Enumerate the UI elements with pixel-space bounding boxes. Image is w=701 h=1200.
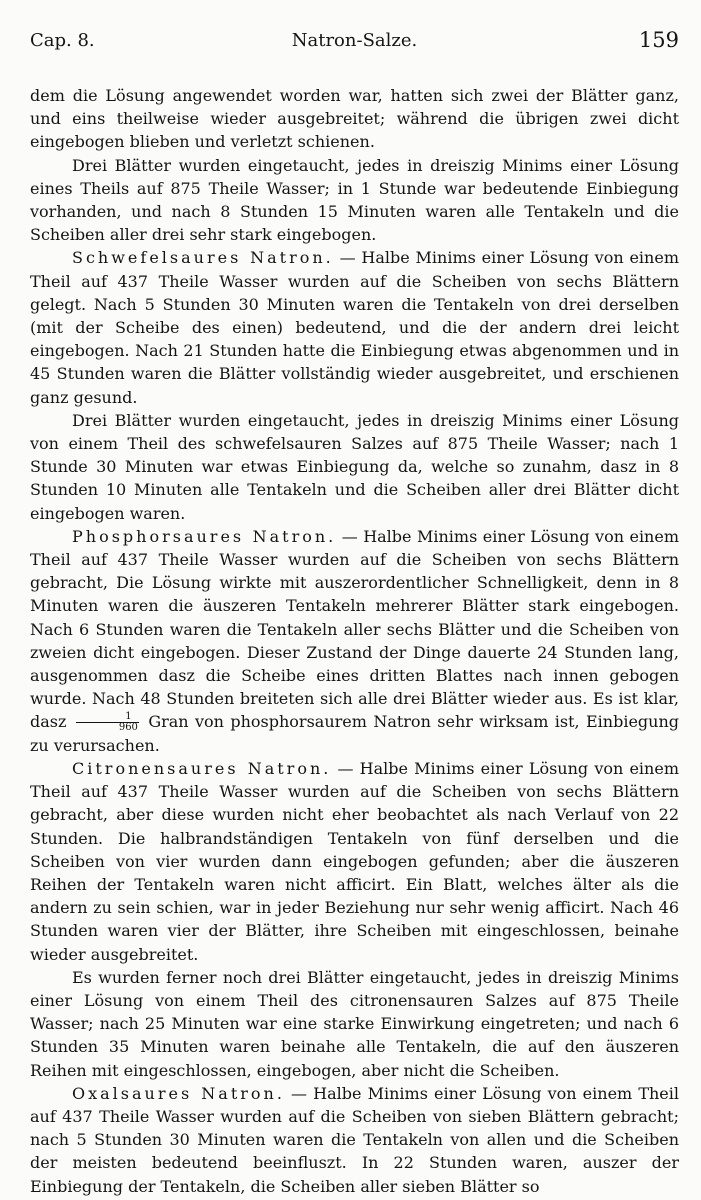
paragraph-oxalsaures-natron: Oxalsaures Natron. — Halbe Minims einer Lösung von einem Theil auf 437 Theile Wasser wurden auf die Scheiben von sieben Blättern gebracht; nach 5 Stunden 30 Minuten waren die Tentakeln von allen und die Scheiben der meisten bedeutend beeinfluszt. In 22 Stunden waren, auszer der Einbiegung der Tentakeln, die Scheiben aller sieben Blätter so: [30, 1083, 680, 1196]
fraction-numerator: 1: [76, 712, 139, 723]
paragraph-schwefelsaures-natron: Schwefelsaures Natron. — Halbe Minims einer Lösung von einem Theil auf 437 Theile Wasser wurden auf die Scheiben von sechs Blättern gelegt. Nach 5 Stunden 30 Minuten waren die Tentakeln von drei derselben (mit der Scheibe des einen) bedeutend, und die der andern drei leicht eingebogen. Nach 21 Stunden hatte die Einbiegung etwas abgenommen und in 45 Stunden waren die Blätter vollständig wieder ausgebreitet, und erschienen ganz gesund.: [30, 248, 679, 407]
running-title: Natron-Salze.: [291, 30, 418, 51]
page-number: 159: [638, 28, 679, 52]
paragraph-citronensaures-natron: Citronensaures Natron. — Halbe Minims einer Lösung von einem Theil auf 437 Theile Wasser wurden auf die Scheiben von sechs Blättern gebracht, aber diese wurden nicht eher beobachtet als nach Verlauf von 22 Stunden. Die halbrandständigen Tentakeln von fünf derselben und die Scheiben von vier wurden dann eingebogen gefunden; aber die äuszeren Reihen der Tentakeln waren nicht afficirt. Ein Blatt, welches älter als die andern zu sein schien, war in jeder Beziehung nur sehr wenig afficirt. Nach 46 Stunden waren vier der Blätter, ihre Scheiben mit eingeschlossen, beinahe wieder ausgebreitet.: [30, 758, 679, 964]
section-heading: Citronensaures Natron.: [72, 758, 332, 778]
body-text: [30, 84, 679, 1198]
fraction: [76, 712, 139, 733]
section-heading: Oxalsaures Natron.: [72, 1083, 285, 1103]
fraction-denominator: 960: [118, 722, 138, 734]
paragraph-phosphorsaures-natron: Phosphorsaures Natron. — Halbe Minims einer Lösung von einem Theil auf 437 Theile Wasser wurden auf die Scheiben von sechs Blättern gebracht, Die Lösung wirkte mit auszerordentlicher Schnelligkeit, denn in 8 Minuten waren die äuszeren Tentakeln mehrerer Blätter stark eingebogen. Nach 6 Stunden waren die Tentakeln aller sechs Blätter und die Scheiben von zweien dicht eingebogen. Dieser Zustand der Dinge dauerte 24 Stunden lang, ausgenommen dasz die Scheibe eines dritten Blattes nach innen gebogen wurde. Nach 48 Stunden breiteten sich alle drei Blätter wieder aus. Es ist klar, dasz $\frac{1}{960}$ Gran von phosphorsaurem Natron sehr wirksam ist, Einbiegung zu verursachen.: [30, 526, 680, 755]
paragraph: Es wurden ferner noch drei Blätter eingetaucht, jedes in dreiszig Minims einer Lösung von einem Theil des citronensauren Salzes auf 875 Theile Wasser; nach 25 Minuten war eine starke Einwirkung eingetreten; und nach 6 Stunden 35 Minuten waren beinahe alle Tentakeln, die auf den äuszeren Reihen mit eingeschlossen, eingebogen, aber nicht die Scheiben.: [30, 967, 679, 1080]
chapter-label: Cap. 8.: [30, 30, 95, 51]
running-header: [30, 30, 679, 60]
paragraph: Drei Blätter wurden eingetaucht, jedes in dreiszig Minims einer Lösung von einem Theil des schwefelsauren Salzes auf 875 Theile Wasser; nach 1 Stunde 30 Minuten war etwas Einbiegung da, welche so zunahm, dasz in 8 Stunden 10 Minuten alle Tentakeln und die Scheiben aller drei Blätter dicht eingebogen waren.: [30, 410, 679, 523]
paragraph-continuation: dem die Lösung angewendet worden war, hatten sich zwei der Blätter ganz, und eins theilweise wieder ausgebreitet; während die übrigen zwei dicht eingebogen blieben und verletzt schienen.: [30, 86, 679, 152]
paragraph: Drei Blätter wurden eingetaucht, jedes in dreiszig Minims einer Lösung eines Theils auf 875 Theile Wasser; in 1 Stunde war bedeutende Einbiegung vorhanden, und nach 8 Stunden 15 Minuten waren alle Tentakeln und die Scheiben aller drei sehr stark eingebogen.: [30, 155, 679, 245]
section-heading: Schwefelsaures Natron.: [72, 248, 334, 268]
section-heading: Phosphorsaures Natron.: [72, 526, 337, 546]
